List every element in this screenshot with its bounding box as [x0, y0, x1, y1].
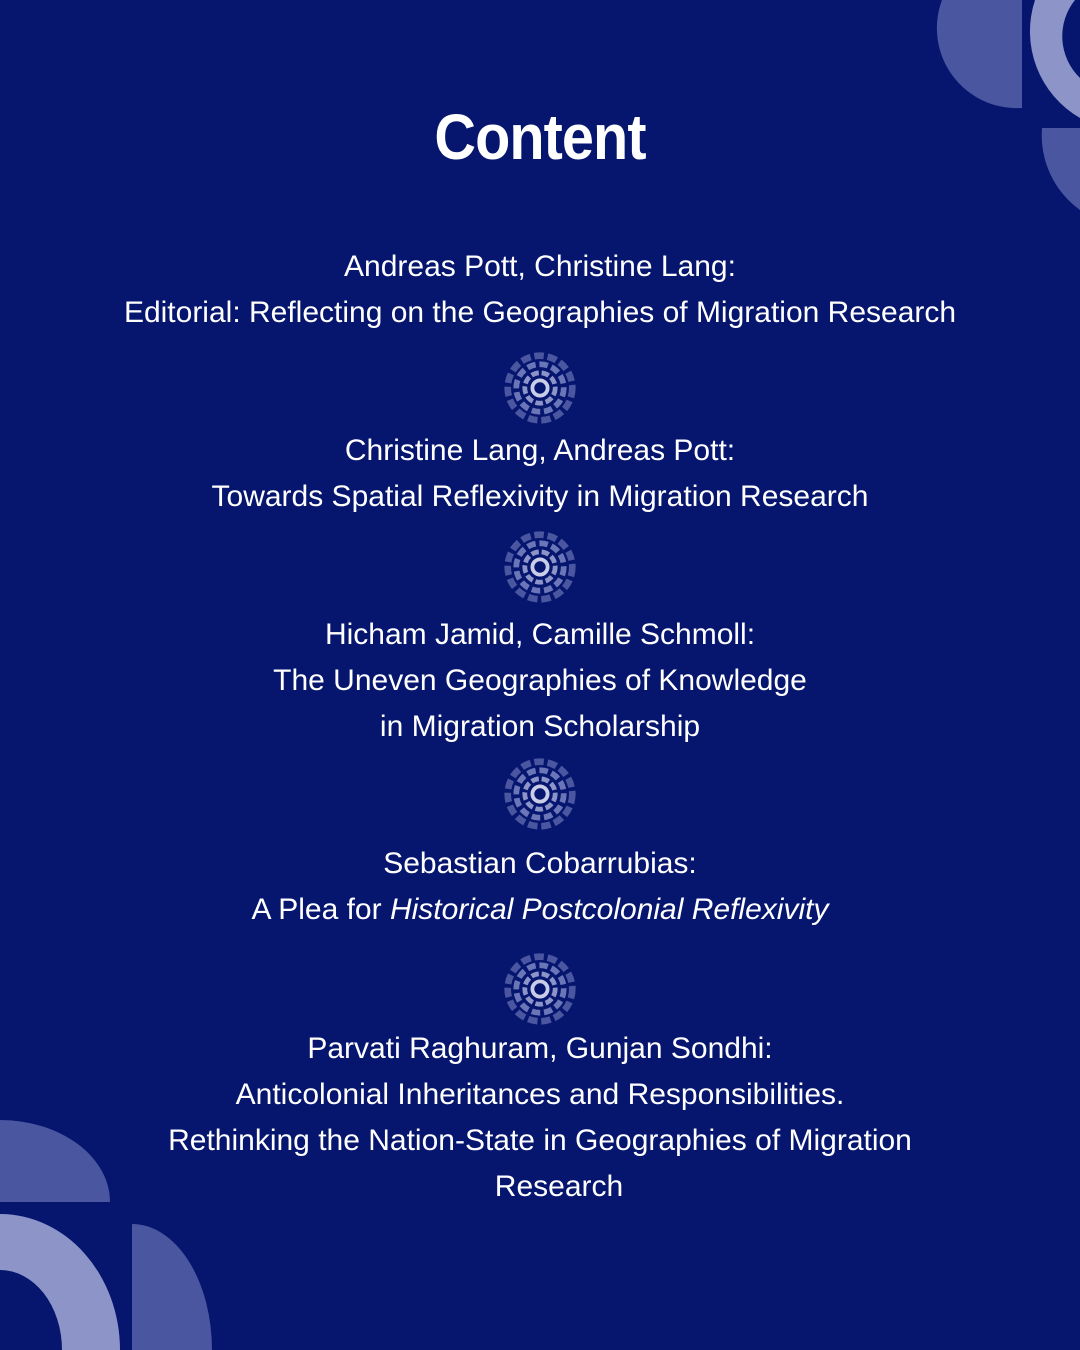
entry-authors: Sebastian Cobarrubias: [383, 847, 697, 880]
concentric-flower-icon [502, 529, 578, 605]
content-entry [90, 612, 990, 750]
entry-authors: Hicham Jamid, Camille Schmoll: [324, 618, 756, 651]
entry-title: Research [494, 1170, 624, 1203]
entry-title: Editorial: Reflecting on the Geographies of Migration Research [123, 296, 957, 329]
content-entry [90, 1026, 990, 1210]
content-entry [90, 428, 990, 520]
concentric-flower-icon [502, 350, 578, 426]
entry-authors: Parvati Raghuram, Gunjan Sondhi: [307, 1032, 773, 1065]
entry-title: Towards Spatial Reflexivity in Migration Research [211, 480, 869, 513]
entry-title: Rethinking the Nation-State in Geographies of Migration [168, 1124, 912, 1157]
content-entry [90, 244, 990, 336]
entry-title: The Uneven Geographies of Knowledge [273, 664, 807, 697]
entry-title: Anticolonial Inheritances and Responsibilities. [235, 1078, 845, 1111]
page-title: Content [434, 101, 646, 173]
entry-title-prefix: A Plea for [251, 893, 390, 926]
entry-authors: Andreas Pott, Christine Lang: [344, 250, 736, 283]
entry-authors: Christine Lang, Andreas Pott: [344, 434, 736, 467]
entry-title [90, 887, 990, 933]
entry-title-italic: Historical Postcolonial Reflexivity [389, 893, 829, 926]
entry-title: in Migration Scholarship [379, 710, 701, 743]
concentric-flower-icon [502, 951, 578, 1027]
concentric-flower-icon [502, 756, 578, 832]
content-entry [90, 841, 990, 933]
